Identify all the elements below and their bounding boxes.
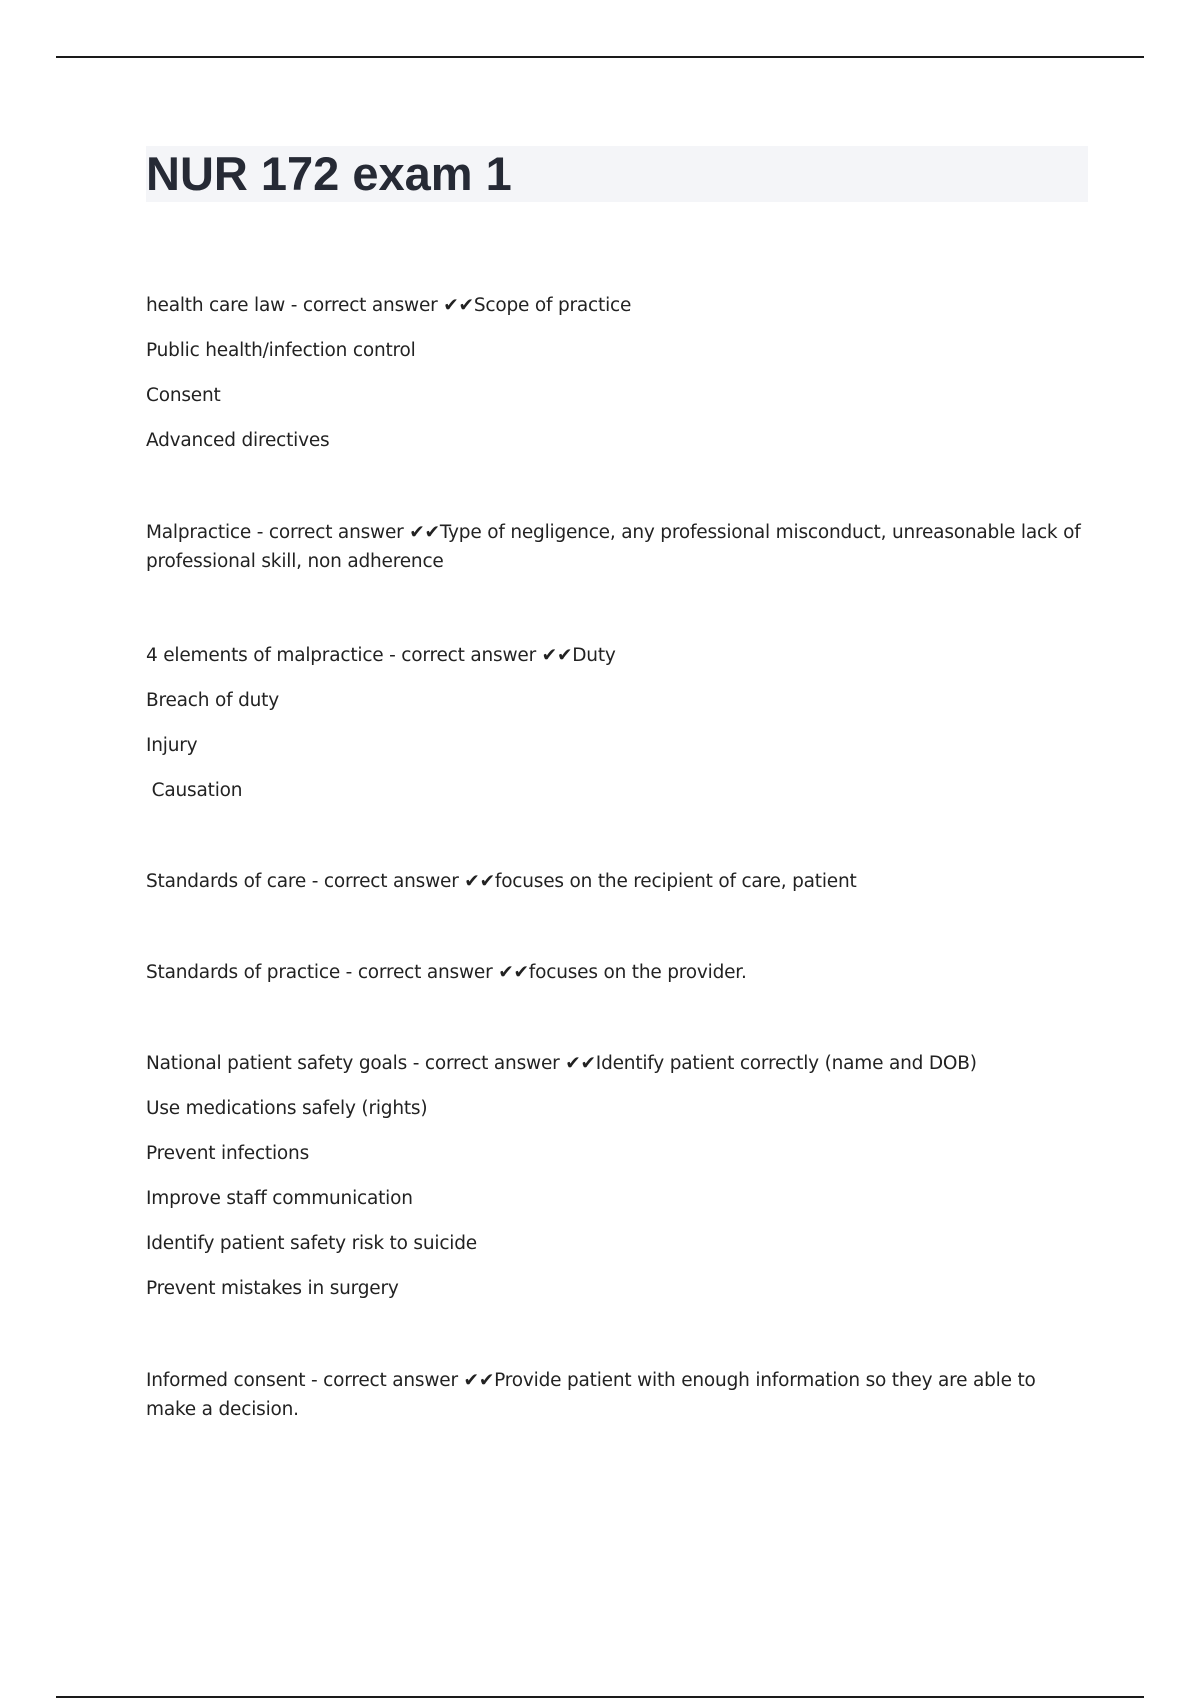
bottom-rule — [56, 1696, 1144, 1698]
qa-line: Prevent infections — [146, 1143, 310, 1164]
qa-line: Injury — [146, 735, 198, 756]
spacer — [146, 818, 1091, 864]
spacer — [146, 592, 1091, 638]
document-body — [146, 288, 1091, 1440]
qa-line: health care law - correct answer ✔✔Scope of practice — [146, 295, 632, 316]
qa-line: Prevent mistakes in surgery — [146, 1278, 399, 1299]
qa-line: Malpractice - correct answer ✔✔Type of negligence, any professional misconduct, unreasonable lack of professional skill, non adherence — [146, 522, 1081, 572]
spacer — [146, 1000, 1091, 1046]
qa-line: Consent — [146, 385, 221, 406]
qa-line: National patient safety goals - correct answer ✔✔Identify patient correctly (name and DOB) — [146, 1053, 977, 1074]
qa-line: Identify patient safety risk to suicide — [146, 1233, 477, 1254]
document-title: NUR 172 exam 1 — [146, 147, 512, 200]
qa-line: Informed consent - correct answer ✔✔Provide patient with enough information so they are able to make a decision. — [146, 1370, 1036, 1420]
qa-line: Advanced directives — [146, 430, 330, 451]
spacer — [146, 1316, 1091, 1362]
qa-line: Breach of duty — [146, 690, 279, 711]
qa-line: Standards of care - correct answer ✔✔focuses on the recipient of care, patient — [146, 871, 857, 892]
spacer — [146, 909, 1091, 955]
qa-line: Public health/infection control — [146, 340, 416, 361]
qa-line: 4 elements of malpractice - correct answer ✔✔Duty — [146, 645, 616, 666]
qa-line: Improve staff communication — [146, 1188, 413, 1209]
top-rule — [56, 56, 1144, 58]
spacer — [146, 468, 1091, 514]
qa-line: Causation — [146, 780, 243, 801]
qa-line: Standards of practice - correct answer ✔✔focuses on the provider. — [146, 962, 747, 983]
qa-line: Use medications safely (rights) — [146, 1098, 428, 1119]
